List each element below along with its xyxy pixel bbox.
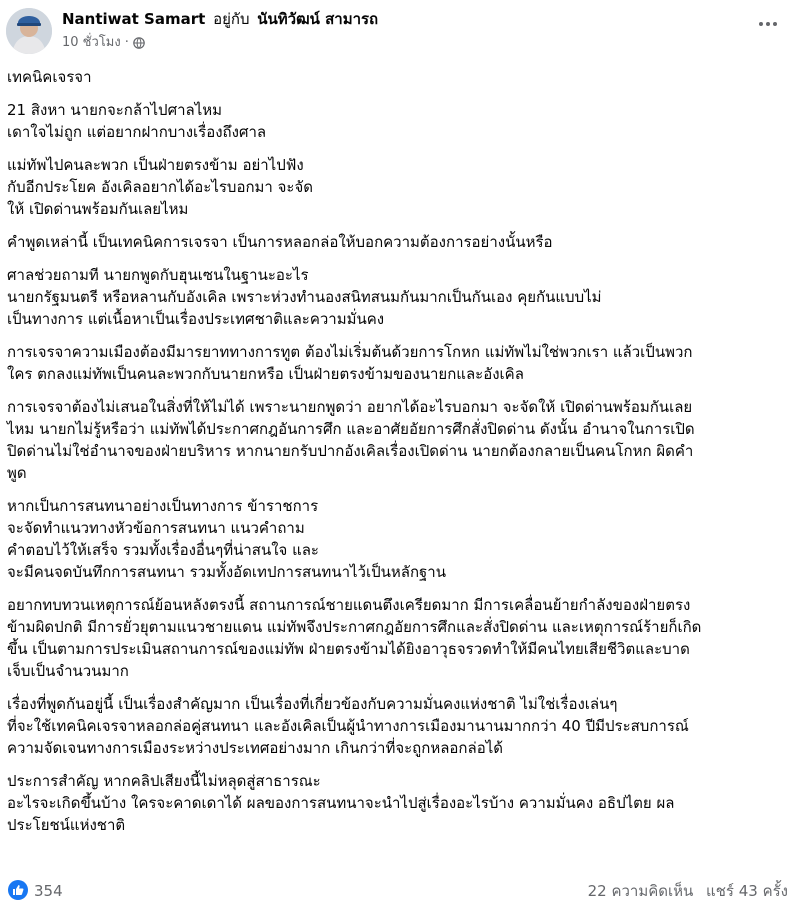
post-text-line: นายกรัฐมนตรี หรือหลานกับอังเคิล เพราะห่วงทำนองสนิทสนมกันมากเป็นกันเอง คุยกันแบบไม่ xyxy=(7,288,602,306)
post-paragraph xyxy=(7,770,793,836)
post-text-line: หากเป็นการสนทนาอย่างเป็นทางการ ข้าราชการ xyxy=(7,497,319,515)
post-text-line: ให้ เปิดด่านพร้อมกันเลยไหม xyxy=(7,200,189,218)
post-text-line: ขึ้น เป็นตามการประเมินสถานการณ์ของแม่ทัพ ฝ่ายตรงข้ามได้ยิงอาวุธจรวดทำให้มีคนไทยเสียชีวิตและบาด xyxy=(7,640,690,658)
post-text-line: ความจัดเจนทางการเมืองระหว่างประเทศอย่างมาก เกินกว่าที่จะถูกหลอกล่อได้ xyxy=(7,739,504,757)
post-text-line: ปิดด่านไม่ใช่อำนาจของฝ่ายบริหาร หากนายกรับปากอังเคิลเรื่องเปิดด่าน นายกต้องกลายเป็นคนโกหก ผิดคำ xyxy=(7,442,694,460)
engagement-stats xyxy=(580,881,788,901)
meta-separator: · xyxy=(124,35,129,50)
post-text-line: ประโยชน์แห่งชาติ xyxy=(7,816,126,834)
post-meta xyxy=(62,34,145,52)
avatar-image xyxy=(6,8,52,54)
post-text-line: ข้ามผิดปกติ มีการยั่วยุตามแนวชายแดน แม่ทัพจึงประกาศกฎอัยการศึกและสั่งปิดด่าน และเหตุการณ์ร้ายก็เกิด xyxy=(7,618,702,636)
post-text-line: 21 สิงหา นายกจะกล้าไปศาลไหม xyxy=(7,101,223,119)
post-text-line: การเจรจาต้องไม่เสนอในสิ่งที่ให้ไม่ได้ เพราะนายกพูดว่า อยากได้อะไรบอกมา จะจัดให้ เปิดด่านพร้อมกันเลย xyxy=(7,398,693,416)
post-text-line: กับอีกประโยค อังเคิลอยากได้อะไรบอกมา จะจัด xyxy=(7,178,313,196)
post-paragraph xyxy=(7,264,793,330)
post-paragraph xyxy=(7,495,793,583)
share-count[interactable]: แชร์ 43 ครั้ง xyxy=(706,882,788,900)
post-paragraph xyxy=(7,154,793,220)
post-paragraph xyxy=(7,99,793,143)
post-paragraph xyxy=(7,396,793,484)
globe-icon xyxy=(133,37,145,49)
author-line xyxy=(62,9,378,29)
post-text-line: ใคร ตกลงแม่ทัพเป็นคนละพวกกับนายกหรือ เป็นฝ่ายตรงข้ามของนายกและอังเคิล xyxy=(7,365,524,383)
post-text-line: ไหม นายกไม่รู้หรือว่า แม่ทัพได้ประกาศกฎอันการศึก และอาศัยอัยการศึกสั่งปิดด่าน ดังนั้น อำนาจในการเปิด xyxy=(7,420,695,438)
post-paragraph xyxy=(7,341,793,385)
post-text-line: คำตอบไว้ให้เสร็จ รวมทั้งเรื่องอื่นๆที่น่าสนใจ และ xyxy=(7,541,319,559)
post-text-line: เรื่องที่พูดกันอยู่นี้ เป็นเรื่องสำคัญมาก เป็นเรื่องที่เกี่ยวข้องกับความมั่นคงแห่งชาติ ไม่ใช่เรื่องเล่นๆ xyxy=(7,695,618,713)
post-text-line: อยากทบทวนเหตุการณ์ย้อนหลังตรงนี้ สถานการณ์ชายแดนตึงเครียดมาก มีการเคลื่อนย้ายกำลังของฝ่ายตรง xyxy=(7,596,691,614)
like-icon[interactable] xyxy=(8,880,28,900)
more-options-icon[interactable] xyxy=(756,14,780,34)
post-text-line: เป็นทางการ แต่เนื้อหาเป็นเรื่องประเทศชาติและความมั่นคง xyxy=(7,310,385,328)
post-text-line: เจ็บเป็นจำนวนมาก xyxy=(7,662,129,680)
post-text-line: จะมีคนจดบันทึกการสนทนา รวมทั้งอัดเทปการสนทนาไว้เป็นหลักฐาน xyxy=(7,563,446,581)
post-text-line: อะไรจะเกิดขึ้นบ้าง ใครจะคาดเดาได้ ผลของการสนทนาจะนำไปสู่เรื่องอะไรบ้าง ความมั่นคง อธิปไตย ผล xyxy=(7,794,675,812)
post-text-line: ศาลช่วยถามที นายกพูดกับฮุนเซนในฐานะอะไร xyxy=(7,266,309,284)
post-text-line: เทคนิคเจรจา xyxy=(7,68,92,86)
with-label: อยู่กับ xyxy=(213,10,250,28)
post-header xyxy=(0,0,800,60)
post-text-line: จะจัดทำแนวทางหัวข้อการสนทนา แนวคำถาม xyxy=(7,519,305,537)
post-paragraph xyxy=(7,693,793,759)
post-text-line: แม่ทัพไปคนละพวก เป็นฝ่ายตรงข้าม อย่าไปฟัง xyxy=(7,156,304,174)
tagged-person[interactable]: นันทิวัฒน์ สามารถ xyxy=(257,10,379,28)
author-avatar[interactable] xyxy=(6,8,52,54)
post-timestamp[interactable]: 10 ชั่วโมง xyxy=(62,35,121,50)
post-text-line: พูด xyxy=(7,464,27,482)
post-paragraph xyxy=(7,66,793,88)
post-text xyxy=(7,66,793,847)
post-text-line: ประการสำคัญ หากคลิปเสียงนี้ไม่หลุดสู่สาธารณะ xyxy=(7,772,321,790)
comment-count[interactable]: 22 ความคิดเห็น xyxy=(587,882,694,900)
reaction-count[interactable]: 354 xyxy=(34,882,63,900)
post-footer xyxy=(0,878,800,906)
post-paragraph xyxy=(7,594,793,682)
author-name[interactable]: Nantiwat Samart xyxy=(62,10,206,28)
post-text-line: เดาใจไม่ถูก แต่อยากฝากบางเรื่องถึงศาล xyxy=(7,123,267,141)
post-paragraph xyxy=(7,231,793,253)
post-text-line: คำพูดเหล่านี้ เป็นเทคนิคการเจรจา เป็นการหลอกล่อให้บอกความต้องการอย่างนั้นหรือ xyxy=(7,233,553,251)
post-text-line: ที่จะใช้เทคนิคเจรจาหลอกล่อคู่สนทนา และอังเคิลเป็นผู้นำทางการเมืองมานานมากกว่า 40 ปีมีประสบการณ์ xyxy=(7,717,689,735)
post-text-line: การเจรจาความเมืองต้องมีมารยาททางการทูต ต้องไม่เริ่มต้นด้วยการโกหก แม่ทัพไม่ใช่พวกเรา แล้วเป็นพวก xyxy=(7,343,693,361)
